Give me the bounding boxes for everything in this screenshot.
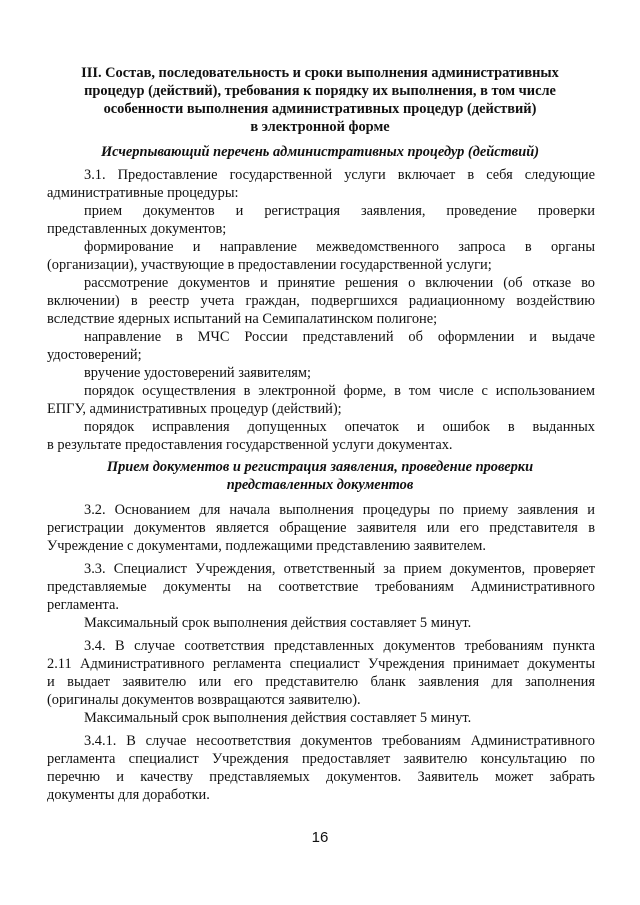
paragraph-line: Учреждение с документами, подлежащими представлению заявителем.: [47, 538, 486, 554]
subheading-procedures-list: Исчерпывающий перечень административных процедур (действий): [100, 144, 540, 160]
paragraph-line: прием документов и регистрация заявления, проведение проверки: [84, 203, 595, 219]
paragraph-line: 3.4. В случае соответствия представленных документов требованиям пункта: [84, 638, 595, 654]
paragraph-line: представляемые документы на соответствие требованиям Административного: [47, 579, 595, 595]
paragraph-line: административные процедуры:: [47, 185, 239, 201]
page-number: 16: [311, 829, 329, 846]
section-title-line: в электронной форме: [250, 119, 390, 135]
subheading-line: представленных документов: [226, 477, 414, 493]
paragraph-line: 3.4.1. В случае несоответствия документов требованиям Административного: [84, 733, 595, 749]
paragraph-line: рассмотрение документов и принятие решения о включении (об отказе во: [84, 275, 595, 291]
paragraph-line: удостоверений;: [47, 347, 142, 363]
paragraph-line: регистрации документов является обращение заявителя или его представителя в: [47, 520, 595, 536]
paragraph-line: формирование и направление межведомственного запроса в органы: [84, 239, 595, 255]
paragraph-line: регламента.: [47, 597, 119, 613]
paragraph-line: включении) в реестр учета граждан, подвергшихся радиационному воздействию: [47, 293, 595, 309]
paragraph-line: направление в МЧС России представлений об оформлении и выдаче: [84, 329, 595, 345]
max-duration-note: Максимальный срок выполнения действия составляет 5 минут.: [84, 615, 472, 631]
paragraph-line: 2.11 Административного регламента специалист Учреждения принимает документы: [47, 656, 595, 672]
paragraph-line: 3.2. Основанием для начала выполнения процедуры по приему заявления и: [84, 502, 595, 518]
paragraph-line: (оригиналы документов возвращаются заявителю).: [47, 692, 361, 708]
max-duration-note: Максимальный срок выполнения действия составляет 5 минут.: [84, 710, 472, 726]
paragraph-line: 3.1. Предоставление государственной услуги включает в себя следующие: [84, 167, 595, 183]
section-title-line: особенности выполнения административных процедур (действий): [103, 101, 537, 117]
paragraph-line: представленных документов;: [47, 221, 227, 237]
section-title-line: III. Состав, последовательность и сроки выполнения административных: [81, 65, 559, 81]
paragraph-line: документы для доработки.: [47, 787, 210, 803]
paragraph-line: порядок осуществления в электронной форме, в том числе с использованием: [84, 383, 595, 399]
paragraph-line: 3.3. Специалист Учреждения, ответственный за прием документов, проверяет: [84, 561, 595, 577]
paragraph-line: (организации), участвующие в предоставлении государственной услуги;: [47, 257, 492, 273]
paragraph-line: порядок исправления допущенных опечаток и ошибок в выданных: [84, 419, 595, 435]
list-item: вручение удостоверений заявителям;: [84, 365, 312, 381]
paragraph-line: регламента специалист Учреждения предоставляет заявителю консультацию по: [47, 751, 595, 767]
paragraph-line: и выдает заявителю или его представителю бланк заявления для заполнения: [47, 674, 595, 690]
paragraph-line: вследствие ядерных испытаний на Семипалатинском полигоне;: [47, 311, 438, 327]
subheading-line: Прием документов и регистрация заявления, проведение проверки: [106, 459, 534, 475]
paragraph-line: перечню и качеству представляемых документов. Заявитель может забрать: [47, 769, 595, 785]
section-title-line: процедур (действий), требования к порядку их выполнения, в том числе: [84, 83, 556, 99]
paragraph-line: ЕПГУ, административных процедур (действий);: [47, 401, 342, 417]
paragraph-line: в результате предоставления государственной услуги документах.: [47, 437, 453, 453]
